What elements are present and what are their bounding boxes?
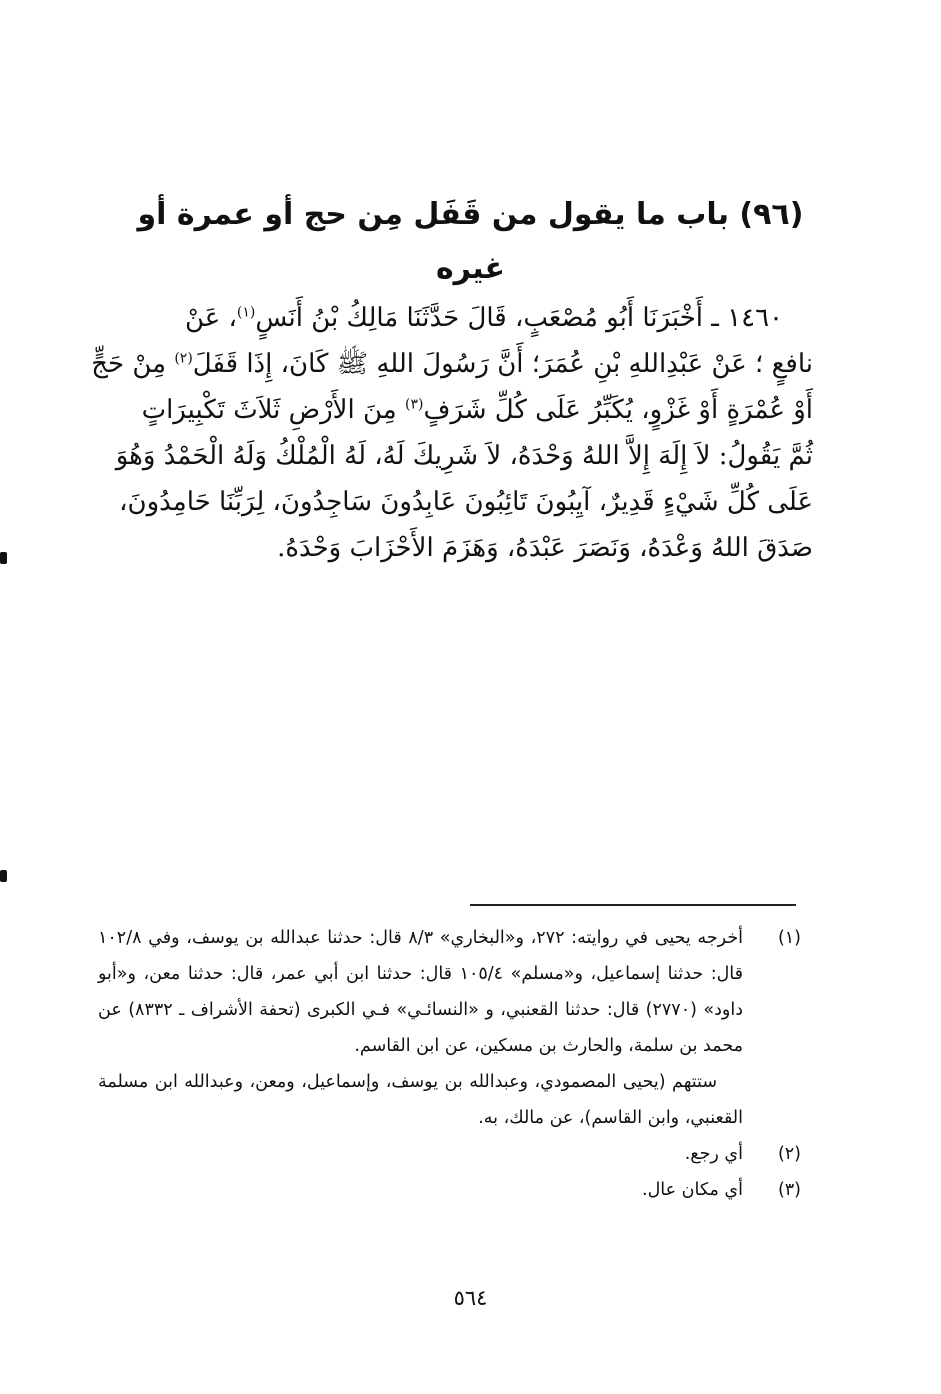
footnote-3 <box>98 1172 801 1208</box>
scan-edge-mark <box>0 552 7 564</box>
hadith-line-6: صَدَقَ اللهُ وَعْدَهُ، وَنَصَرَ عَبْدَهُ، وَهَزَمَ الأَحْزَابَ وَحْدَهُ. <box>277 533 813 563</box>
footnote-2 <box>98 1136 801 1172</box>
footnote-1-text: أخرجه يحيى في روايته: ٢٧٢، و«البخاري» ٨/٣ قال: حدثنا عبدالله بن يوسف، وفي ١٠٢/٨ قال: حدثنا إسماعيل، و«مسلم» ١٠٥/٤ قال: حدثنا ابن أبي عمر، قال: حدثنا معن، و«أبو داود» (٢٧٧٠) قال: حدثنا القعنبي، و «النسائـي» فـي الكبرى (تحفة الأشراف ـ ٨٣٣٢) عن محمد بن سلمة، والحارث بن مسكين، عن ابن القاسم. <box>98 928 743 1056</box>
footnote-number-1: (١) <box>777 928 801 948</box>
footnote-marker-1[interactable]: (١) <box>236 304 256 321</box>
footnote-divider <box>470 904 796 906</box>
footnote-3-text: أي مكان عال. <box>642 1180 743 1200</box>
footnote-marker-2[interactable]: (٢) <box>174 350 193 367</box>
footnote-number-3: (٣) <box>777 1180 801 1200</box>
footnote-2-text: أي رجع. <box>684 1144 743 1164</box>
hadith-line-1: ١٤٦٠ ـ أَخْبَرَنَا أَبُو مُصْعَبٍ، قَالَ حَدَّثَنَا مَالِكُ بْنُ أَنَسٍ$^{(١)}$، عَنْ <box>184 303 783 333</box>
hadith-line-5: عَلَى كُلِّ شَيْءٍ قَدِيرٌ، آيِبُونَ تَائِبُونَ عَابِدُونَ سَاجِدُونَ، لِرَبِّنَا حَامِدُونَ، <box>119 487 813 517</box>
footnote-marker-3[interactable]: (٣) <box>404 396 424 413</box>
footnote-number-2: (٢) <box>777 1144 801 1164</box>
hadith-line-2: نافعٍ ؛ عَنْ عَبْدِاللهِ بْنِ عُمَرَ؛ أَنَّ رَسُولَ اللهِ ﷺ كَانَ، إِذَا قَفَلَ$^{(٢)}$ مِنْ حَجٍّ <box>91 349 813 379</box>
chapter-title: (٩٦) باب ما يقول من قَفَل مِن حج أو عمرة أو غيره <box>137 197 804 286</box>
hadith-text <box>91 295 813 571</box>
hadith-line-3: أَوْ عُمْرَةٍ أَوْ غَزْوٍ، يُكَبِّرُ عَلَى كُلِّ شَرَفٍ$^{(٣)}$ مِنَ الأَرْضِ ثَلاَثَ تَكْبِيرَاتٍ <box>141 395 813 425</box>
page-number: ٥٦٤ <box>453 1286 488 1310</box>
footnotes-section <box>98 920 801 1208</box>
footnote-1-summary: ستتهم (يحيى المصمودي، وعبدالله بن يوسف، وإسماعيل، ومعن، وعبدالله ابن مسلمة القعنبي، وابن القاسم)، عن مالك، به. <box>98 1072 743 1128</box>
hadith-line-4: ثُمَّ يَقُولُ: لاَ إِلَهَ إِلاَّ اللهُ وَحْدَهُ، لاَ شَرِيكَ لَهُ، لَهُ الْمُلْكُ وَلَهُ الْحَمْدُ وَهُوَ <box>115 441 813 471</box>
footnote-1 <box>98 920 801 1136</box>
scan-edge-mark <box>0 870 7 882</box>
